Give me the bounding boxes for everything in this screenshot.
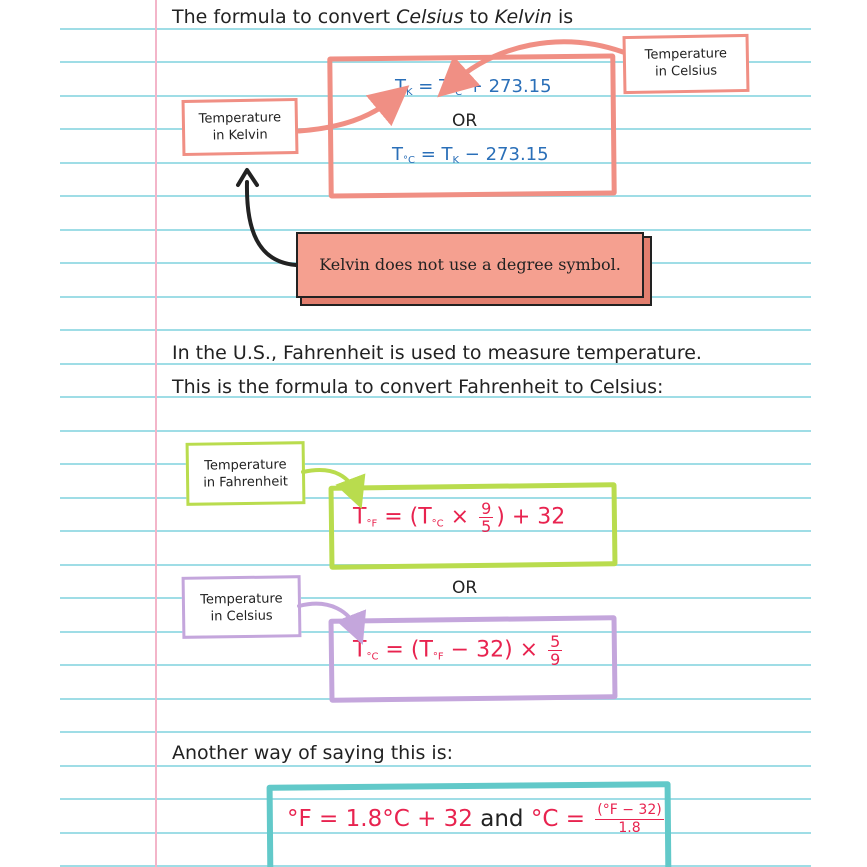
arrow-kelvin-note (299, 98, 394, 131)
arrow-callout-to-kelvin (247, 182, 296, 265)
summary-formula: °F = 1.8°C + 32 and °C = $\frac{(^\circ F - 32)}{1.8}$ (287, 802, 662, 836)
note-temperature-fahrenheit: Temperature in Fahrenheit (186, 441, 306, 506)
summary-intro: Another way of saying this is: (172, 742, 454, 764)
kelvin-or-label: OR (452, 111, 478, 131)
celsius-from-kelvin-equation: $T_{^\circ C} = T_K - 273.15$ (392, 144, 549, 166)
note-temperature-kelvin: Temperature in Kelvin (182, 98, 299, 156)
fraction-9-over-5: $\frac{9}{5}$ (481, 499, 492, 536)
arrow-fahrenheit-note (303, 470, 356, 494)
kelvin-degree-callout: Kelvin does not use a degree symbol. (296, 232, 644, 298)
fahrenheit-formula-intro: This is the formula to convert Fahrenheit to Celsius: (172, 376, 664, 398)
fraction-5-over-9: $\frac{5}{9}$ (550, 632, 561, 669)
note-temperature-celsius-bottom: Temperature in Celsius (182, 575, 302, 639)
fraction-f-minus-32-over-1-8: $\frac{(^\circ F - 32)}{1.8}$ (597, 802, 662, 836)
fahrenheit-intro-line: In the U.S., Fahrenheit is used to measure temperature. (172, 342, 702, 364)
arrow-celsius-note (452, 42, 623, 84)
arrow-celsius-note-bottom (299, 604, 357, 630)
note-temperature-celsius-top: Temperature in Celsius (623, 34, 750, 94)
fahrenheit-or-label: OR (452, 578, 478, 598)
celsius-equation: $T_{^\circ C} = (T_{^\circ F} - 32)$ × $\frac{5}{9}$ (353, 632, 561, 669)
fahrenheit-equation: $T_{^\circ F} = (T_{^\circ C}$ × $\frac{9}{5}$ ) + 32 (353, 499, 566, 536)
intro-text: The formula to convert Celsius to Kelvin is (172, 6, 574, 28)
kelvin-equation: $T_K = T_{^\circ C} + 273.15$ (395, 76, 552, 98)
